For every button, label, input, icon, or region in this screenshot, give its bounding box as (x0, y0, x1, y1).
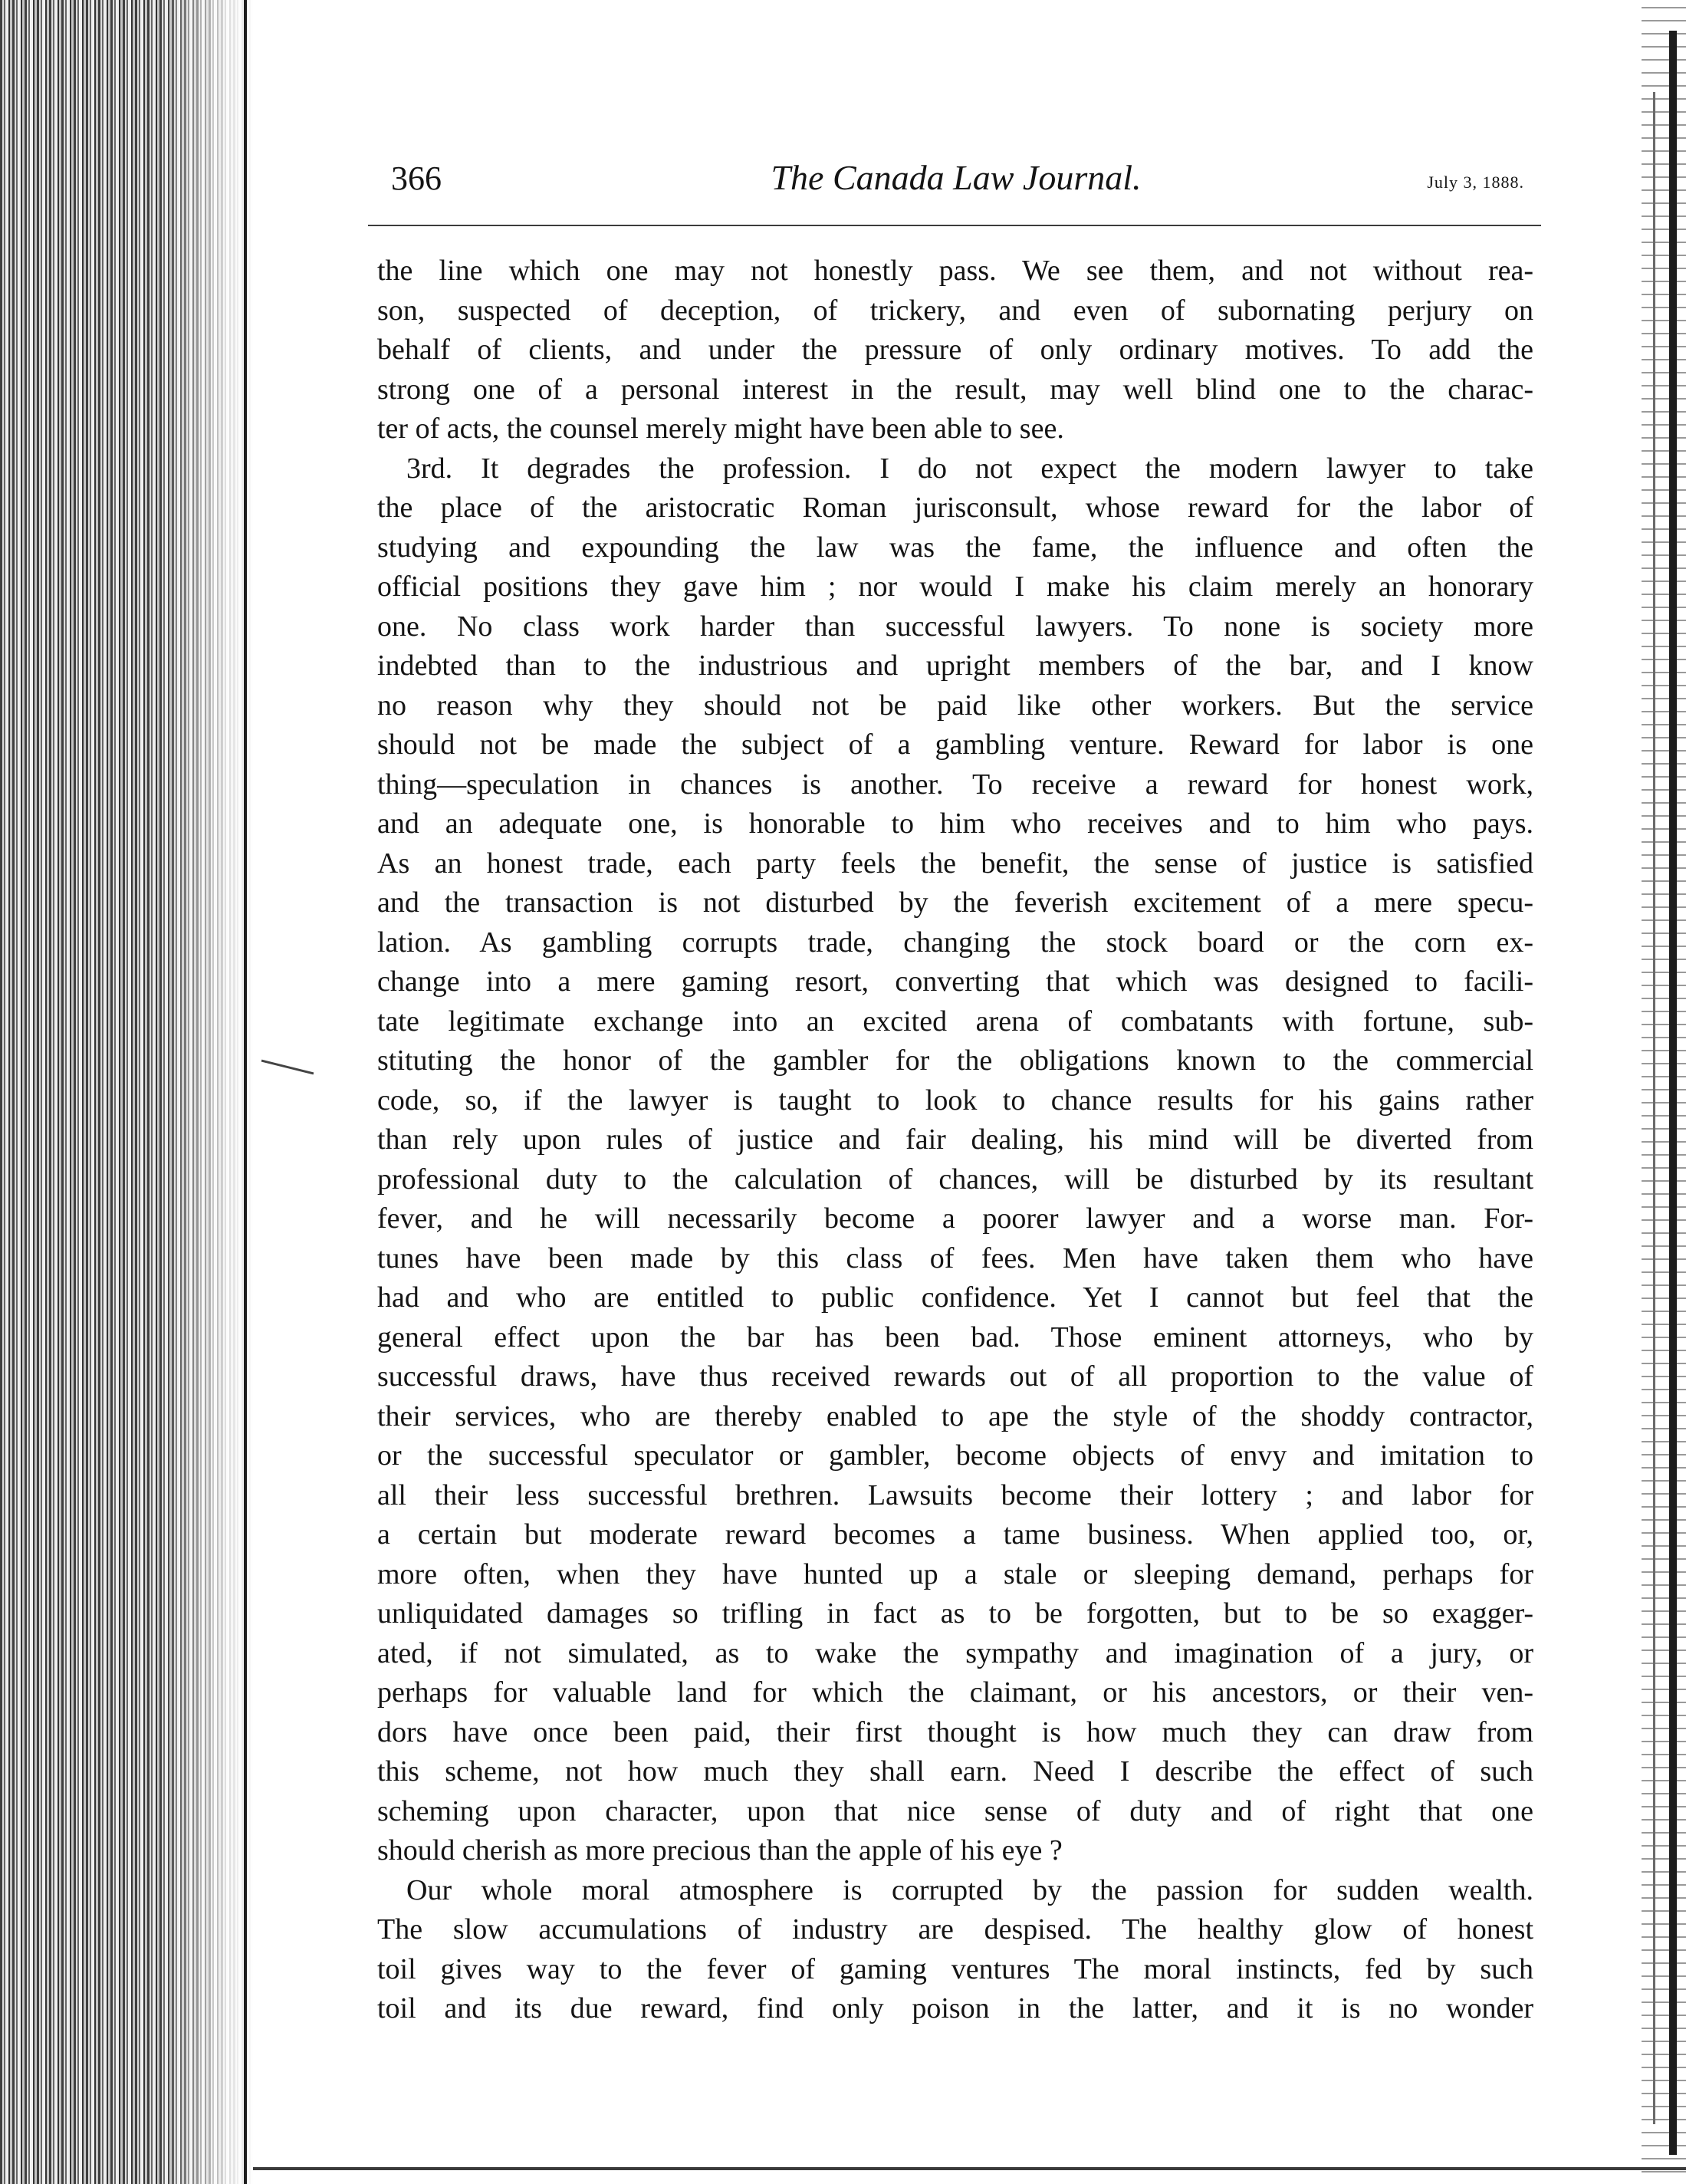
text-line: As an honest trade, each party feels the benefit, the sense of justice is satisfied (377, 847, 1533, 880)
text-line: toil gives way to the fever of gaming ventures The moral instincts, fed by such (377, 1952, 1533, 1985)
text-line: tunes have been made by this class of fees. Men have taken them who have (377, 1242, 1533, 1275)
text-line: fever, and he will necessarily become a poorer lawyer and a worse man. For- (377, 1202, 1533, 1235)
text-line: thing—speculation in chances is another. To receive a reward for honest work, (377, 768, 1533, 801)
text-line: the place of the aristocratic Roman jurisconsult, whose reward for the labor of (377, 492, 1533, 524)
text-line: indebted than to the industrious and upright members of the bar, and I know (377, 650, 1533, 682)
article-body (377, 252, 1533, 2029)
text-line: Our whole moral atmosphere is corrupted by the passion for sudden wealth. (406, 1873, 1533, 1906)
text-line: all their less successful brethren. Lawsuits become their lottery ; and labor for (377, 1478, 1533, 1511)
text-line: code, so, if the lawyer is taught to look to chance results for his gains rather (377, 1084, 1533, 1117)
text-line: perhaps for valuable land for which the claimant, or his ancestors, or their ven- (377, 1676, 1533, 1709)
text-line: ated, if not simulated, as to wake the sympathy and imagination of a jury, or (377, 1636, 1533, 1669)
text-line: one. No class work harder than successful lawyers. To none is society more (377, 610, 1533, 643)
issue-date: July 3, 1888. (1427, 173, 1524, 192)
text-line: this scheme, not how much they shall earn. Need I describe the effect of such (377, 1755, 1533, 1788)
running-header (377, 157, 1535, 211)
text-line: a certain but moderate reward becomes a tame business. When applied too, or, (377, 1518, 1533, 1551)
text-line: official positions they gave him ; nor would I make his claim merely an honorary (377, 571, 1533, 603)
page-left-edge (244, 0, 247, 2184)
text-line: scheming upon character, upon that nice sense of duty and of right that one (377, 1794, 1533, 1827)
header-rule (368, 225, 1541, 226)
text-line: or the successful speculator or gambler, become objects of envy and imitation to (377, 1439, 1533, 1472)
page-right-edge (1642, 0, 1686, 2184)
page-right-border (1669, 31, 1677, 2155)
text-line: should cherish as more precious than the apple of his eye ? (377, 1834, 1063, 1867)
text-line: lation. As gambling corrupts trade, changing the stock board or the corn ex- (377, 926, 1533, 959)
page-bottom-edge (253, 2167, 1686, 2170)
text-line: than rely upon rules of justice and fair dealing, his mind will be diverted from (377, 1123, 1533, 1156)
text-line: strong one of a personal interest in the result, may well blind one to the charac- (377, 373, 1533, 406)
text-line: behalf of clients, and under the pressure of only ordinary motives. To add the (377, 334, 1533, 366)
text-line: successful draws, have thus received rewards out of all proportion to the value of (377, 1360, 1533, 1393)
text-line: had and who are entitled to public confidence. Yet I cannot but feel that the (377, 1281, 1533, 1314)
text-line: their services, who are thereby enabled to ape the style of the shoddy contractor, (377, 1400, 1533, 1432)
text-line: dors have once been paid, their first thought is how much they can draw from (377, 1715, 1533, 1748)
text-line: the line which one may not honestly pass. We see them, and not without rea- (377, 255, 1533, 287)
text-line: toil and its due reward, find only poison in the latter, and it is no wonder (377, 1992, 1533, 2024)
text-line: professional duty to the calculation of chances, will be disturbed by its resultant (377, 1163, 1533, 1196)
text-line: The slow accumulations of industry are despised. The healthy glow of honest (377, 1913, 1533, 1946)
text-line: more often, when they have hunted up a stale or sleeping demand, perhaps for (377, 1557, 1533, 1590)
text-line: stituting the honor of the gambler for the obligations known to the commercial (377, 1044, 1533, 1077)
text-line: and an adequate one, is honorable to him who receives and to him who pays. (377, 807, 1533, 840)
text-line: son, suspected of deception, of trickery, and even of subornating perjury on (377, 294, 1533, 327)
page-number: 366 (391, 160, 442, 197)
text-line: 3rd. It degrades the profession. I do not expect the modern lawyer to take (406, 452, 1533, 485)
text-line: should not be made the subject of a gambling venture. Reward for labor is one (377, 729, 1533, 761)
text-line: studying and expounding the law was the fame, the influence and often the (377, 531, 1533, 564)
text-line: ter of acts, the counsel merely might have been able to see. (377, 413, 1064, 445)
text-line: unliquidated damages so trifling in fact as to be forgotten, but to be so exagger- (377, 1597, 1533, 1630)
text-line: general effect upon the bar has been bad. Those eminent attorneys, who by (377, 1321, 1533, 1353)
margin-mark (261, 1060, 314, 1075)
text-line: and the transaction is not disturbed by the feverish excitement of a mere specu- (377, 886, 1533, 919)
text-line: no reason why they should not be paid like other workers. But the service (377, 689, 1533, 722)
text-line: change into a mere gaming resort, converting that which was designed to facili- (377, 965, 1533, 998)
page-right-inner-border (1653, 92, 1655, 2124)
text-line: tate legitimate exchange into an excited arena of combatants with fortune, sub- (377, 1005, 1533, 1038)
journal-title: The Canada Law Journal. (771, 158, 1142, 197)
